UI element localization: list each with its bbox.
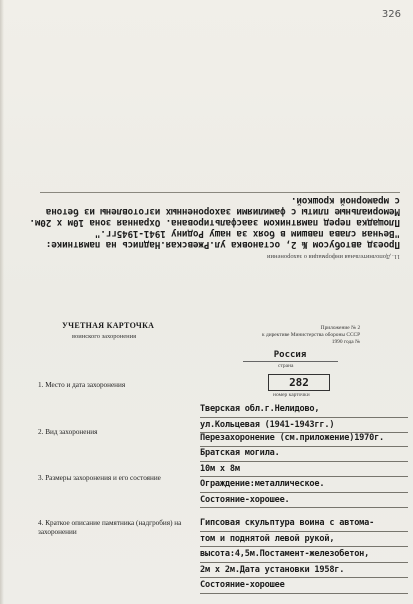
card-number-box [268, 374, 330, 391]
answer-line: том и поднятой левой рукой, [200, 532, 408, 548]
answer-line: Перезахоронение (см.приложение)1970г. [200, 431, 408, 447]
page-edge-shadow [0, 0, 4, 604]
section-11-rule [40, 192, 400, 193]
section-11-label: 11. Дополнительная информация о захоронении [267, 253, 400, 260]
answer-line: Братская могила. [200, 446, 408, 462]
country-value: Россия [273, 350, 307, 360]
answer-line: Состояние-хорошее [200, 578, 408, 594]
section-11-line: "Вечная слава павшим в боях за нашу Родину 1941-1945гг." [94, 228, 400, 239]
answer-line: Состояние-хорошее. [200, 493, 408, 509]
answer-line: Тверская обл.г.Нелидово, [200, 402, 408, 418]
answer-line: ул.Кольцевая (1941-1943гг.) [200, 418, 408, 434]
field-1-label: 1. Место и дата захоронения [38, 381, 126, 389]
answer-line: 10м х 8м [200, 462, 408, 478]
field-3-answer [200, 446, 408, 508]
appendix-line: 1990 года № [331, 339, 361, 345]
field-1-answer [200, 402, 408, 433]
country-rule [243, 361, 338, 362]
section-11-line: с мраморной крошкой. [291, 195, 400, 206]
section-11-line: Площадка перед памятником заасфальтирована. Охранная зона 10м х 20м. [29, 217, 400, 228]
answer-line: Гипсовая скульптура воина с автома- [200, 516, 408, 532]
answer-line: Ограждение:металлическое. [200, 477, 408, 493]
answer-line: высота:4,5м.Постамент-железобетон, [200, 547, 408, 563]
appendix-note [262, 325, 360, 346]
field-2-answer [200, 431, 408, 447]
card-number-value: 282 [289, 376, 309, 389]
field-3-label: 3. Размеры захоронения и его состояние [38, 474, 161, 482]
field-4-label: 4. Краткое описание памятника (надгробия) на захоронении [38, 519, 182, 536]
card-subtitle: воинского захоронения [72, 333, 137, 340]
page-number: 326 [381, 9, 401, 20]
field-2-label: 2. Вид захоронения [38, 428, 98, 436]
card-number-caption: номер карточки [273, 392, 310, 398]
appendix-line: к директиве Министерства обороны СССР [262, 332, 361, 338]
section-11-line: Мемориальные плиты с фамилиями захороненных изготовлены из бетона [45, 206, 400, 217]
answer-line: 2м х 2м.Дата установки 1958г. [200, 563, 408, 579]
section-11-line: Проезд автобусом № 2, остановка ул.Ржевская.Надпись на памятнике: [45, 239, 400, 250]
card-title: УЧЕТНАЯ КАРТОЧКА [62, 321, 155, 330]
section-11-upside-down [6, 192, 400, 260]
field-4-answer [200, 516, 408, 594]
country-caption: страна [278, 363, 294, 369]
appendix-line: Приложение № 2 [320, 325, 361, 331]
